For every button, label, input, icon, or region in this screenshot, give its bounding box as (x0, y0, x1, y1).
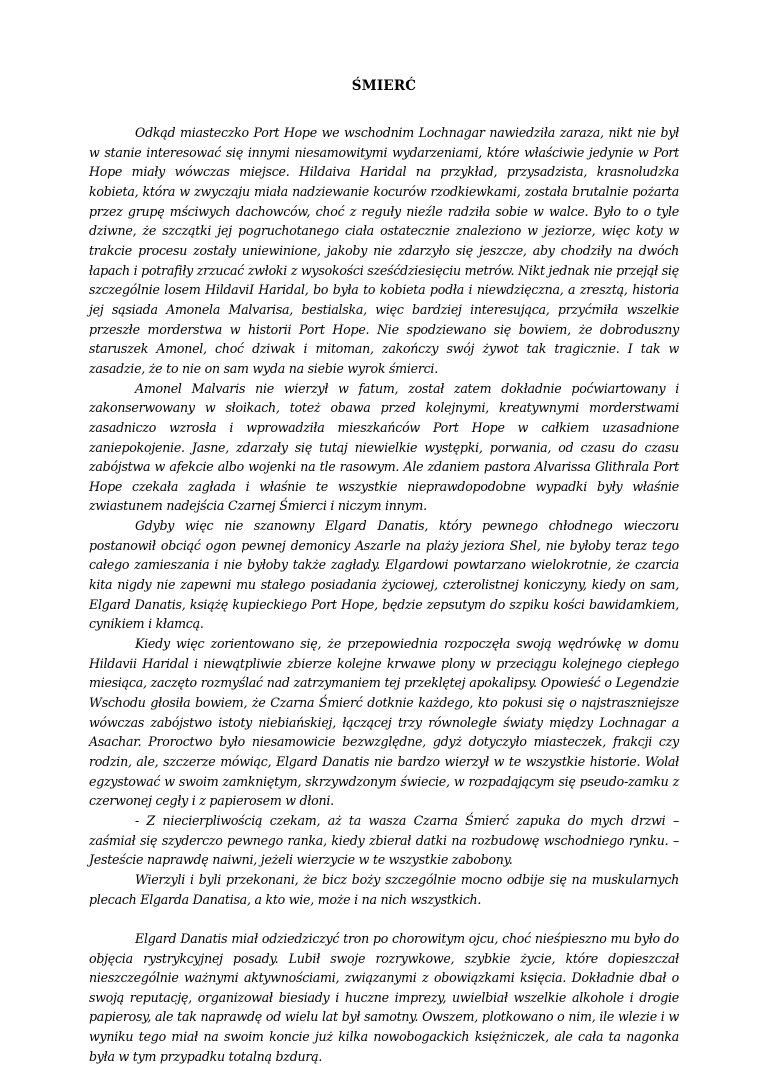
paragraph-6: Wierzyli i byli przekonani, że bicz boży szczególnie mocno odbije się na muskularnych plecach Elgarda Danatisa, a kto wie, może i na nich wszystkich. (89, 871, 679, 907)
document-page (89, 76, 679, 1066)
paragraph-5-dialogue: - Z niecierpliwością czekam, aż ta wasza Czarna Śmierć zapuka do mych drzwi – zaśmiał się szyderczo pewnego ranka, kiedy zbierał datki na rozbudowę wschodniego rynku. – Jesteście naprawdę naiwni, jeżeli wierzycie w te wszystkie zabobony. (89, 812, 679, 868)
paragraph-7: Elgard Danatis miał odziedziczyć tron po chorowitym ojcu, choć nieśpieszno mu było do objęcia rystrykcyjnej posady. Lubił swoje rozrywkowe, szybkie życie, które dopieszczał nieszczególnie ważnymi aktywnościami, związanymi z obowiązkami księcia. Dokładnie dbał o swoją reputację, organizował biesiady i huczne imprezy, uwielbiał wszelkie alkohole i drogie papierosy, ale tak naprawdę od wielu lat był samotny. Owszem, plotkowano o nim, ile wlezie i w wyniku tego miał na swoim koncie już kilka nowobogackich księżniczek, ale cała ta nagonka była w tym przypadku totalną bzdurą. (89, 930, 679, 1064)
paragraph-3: Gdyby więc nie szanowny Elgard Danatis, który pewnego chłodnego wieczoru postanowił obciąć ogon pewnej demonicy Aszarle na plaży jeziora Shel, nie byłoby teraz tego całego zamieszania i nie byłoby także zagłady. Elgardowi powtarzano wielokrotnie, że czarcia kita nigdy nie zapewni mu stałego posiadania życiowej, czterolistnej koniczyny, kiedy on sam, Elgard Danatis, książę kupieckiego Port Hope, będzie zepsutym do szpiku kości bawidamkiem, cynikiem i kłamcą. (89, 518, 679, 632)
paragraph-1: Odkąd miasteczko Port Hope we wschodnim Lochnagar nawiedziła zaraza, nikt nie był w stanie interesować się innymi niesamowitymi wydarzeniami, które właściwie jedynie w Port Hope miały wówczas miejsce. Hildaiva Haridal na przykład, przysadzista, krasnoludzka kobieta, która w zwyczaju miała nadziewanie kocurów rzodkiewkami, została brutalnie pożarta przez grupę mściwych dachowców, choć z reguły nieźle radziła sobie w walce. Było to o tyle dziwne, że szczątki jej pogruchotanego ciała ostatecznie znaleziono w jeziorze, więc koty w trakcie procesu zostały uniewinione, jakoby nie zdarzyło się jeszcze, aby chodziły na dwóch łapach i potrafiły zrzucać zwłoki z wysokości sześćdziesięciu metrów. Nikt jednak nie przejął się szczególnie losem HildaviI Haridal, bo była to kobieta podła i niewdzięczna, a zresztą, historia jej sąsiada Amonela Malvarisa, bestialska, więc bardziej interesująca, przyćmiła wszelkie przeszłe morderstwa w historii Port Hope. Nie spodziewano się bowiem, że dobroduszny staruszek Amonel, choć dziwak i mitoman, zakończy swój żywot tak tragicznie. I tak w zasadzie, że to nie on sam wyda na siebie wyrok śmierci. (89, 125, 679, 376)
paragraph-4: Kiedy więc zorientowano się, że przepowiednia rozpoczęła swoją wędrówkę w domu Hildavii Haridal i niewątpliwie zbierze kolejne krwawe plony w przeciągu kolejnego ciepłego miesiąca, zaczęto rozmyślać nad zatrzymaniem tej przeklętej apokalipsy. Opowieść o Legendzie Wschodu głosiła bowiem, że Czarna Śmierć dotknie każdego, kto pokusi się o najstraszniejsze wówczas zabójstwo istoty niebiańskiej, łączącej trzy równoległe światy między Lochnagar a Asachar. Proroctwo było niesamowicie bezwzględne, gdyż dotyczyło miasteczek, frakcji czy rodzin, ale, szczerze mówiąc, Elgard Danatis nie bardzo wierzył w te wszystkie historie. Wolał egzystować w swoim zamkniętym, skrzywdzonym świecie, w rozpadającym się pseudo-zamku z czerwonej cegły i z papierosem w dłoni. (89, 636, 679, 809)
paragraph-2: Amonel Malvaris nie wierzył w fatum, został zatem dokładnie poćwiartowany i zakonserwowany w słoikach, toteż obawa przed kolejnymi, kreatywnymi morderstwami zasadniczo wzrosła i wprowadziła mieszkańców Port Hope w całkiem uzasadnione zaniepokojenie. Jasne, zdarzały się tutaj niewielkie występki, porwania, od czasu do czasu zabójstwa w afekcie albo wojenki na tle rasowym. Ale zdaniem pastora Alvarissa Glithrala Port Hope czekała zagłada i właśnie te wszystkie nieprawdopodobne wypadki były właśnie zwiastunem nadejścia Czarnej Śmierci i niczym innym. (89, 380, 679, 514)
document-title: ŚMIERĆ (351, 78, 417, 94)
